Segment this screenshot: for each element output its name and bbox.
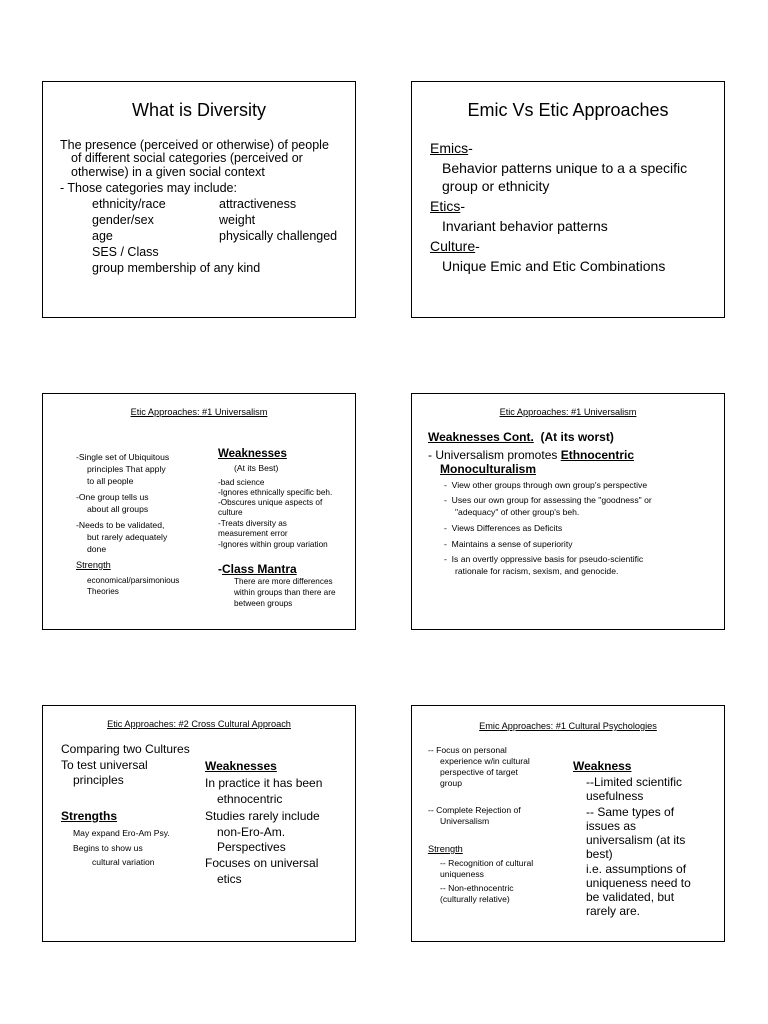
text-line: rarely are. [586, 904, 641, 918]
list-item: weight [219, 213, 256, 227]
term-etics: Etics- [430, 198, 466, 214]
list-item: to all people [87, 476, 134, 486]
list-item: culture [218, 508, 243, 517]
list-item: but rarely adequately [87, 532, 168, 542]
text-line: otherwise) in a given social context [71, 165, 265, 179]
text-line: Theories [87, 587, 119, 596]
text-line: Universalism [440, 816, 490, 826]
text-line: -- Focus on personal [428, 745, 507, 755]
list-item: group membership of any kind [92, 261, 261, 275]
slide-universalism-2 [411, 393, 725, 630]
text-line: issues as [586, 819, 637, 833]
text-line: of different social categories (perceived or [71, 151, 303, 165]
text-line: between groups [234, 599, 293, 608]
text-line: i.e. assumptions of [586, 862, 687, 876]
slide-what-is-diversity [42, 81, 356, 318]
term-emics: Emics- [430, 140, 473, 156]
text-line: within groups than there are [234, 588, 336, 597]
list-item: -Ignores within group variation [218, 540, 328, 549]
list-item: -Single set of Ubiquitous [76, 452, 170, 462]
text-line: uniqueness need to [586, 876, 691, 890]
text-line: principles [73, 773, 124, 787]
text-line: - Universalism promotes Ethnocentric [428, 448, 635, 462]
list-item: principles That apply [87, 464, 166, 474]
list-item: physically challenged [219, 229, 338, 243]
text-line: Perspectives [217, 840, 286, 854]
slide-header: Etic Approaches: #1 Universalism [499, 407, 637, 417]
list-item: -bad science [218, 478, 265, 487]
list-item: -Treats diversity as [218, 519, 287, 528]
weaknesses-sub: (At its Best) [234, 463, 279, 473]
bullet-item: - Uses our own group for assessing the "goodness" or [444, 495, 652, 505]
bullet-item: "adequacy" of other group's beh. [455, 507, 580, 517]
text-line: best) [586, 847, 613, 861]
list-item: ethnicity/race [92, 197, 166, 211]
text-line: There are more differences [234, 577, 333, 586]
slide-header: Etic Approaches: #2 Cross Cultural Approach [107, 719, 291, 729]
text-line: To test universal [61, 758, 148, 772]
list-item: -Obscures unique aspects of [218, 498, 323, 507]
bullet-item: - Maintains a sense of superiority [444, 539, 573, 549]
strength-label: Strength [76, 560, 111, 570]
text-line: ethnocentric [217, 792, 283, 806]
text-line: universalism (at its [586, 833, 686, 847]
list-item: done [87, 544, 107, 554]
text-line: Begins to show us [73, 843, 143, 853]
term-culture: Culture- [430, 238, 480, 254]
class-mantra-heading: -Class Mantra [218, 562, 297, 576]
slide-cross-cultural [42, 705, 356, 942]
definition: group or ethnicity [442, 178, 550, 194]
text-line: -- Non-ethnocentric [440, 883, 514, 893]
list-item: age [92, 229, 113, 243]
text-line: etics [217, 872, 242, 886]
definition: Unique Emic and Etic Combinations [442, 258, 666, 274]
text-line: Comparing two Cultures [61, 742, 190, 756]
bullet-item: - View other groups through own group's perspective [444, 480, 648, 490]
list-item: SES / Class [92, 245, 159, 259]
text-line: perspective of target [440, 767, 518, 777]
text-line: (culturally relative) [440, 894, 510, 904]
list-item: -One group tells us [76, 492, 149, 502]
list-item: gender/sex [92, 213, 154, 227]
list-item: -Needs to be validated, [76, 520, 165, 530]
definition: Behavior patterns unique to a a specific [442, 160, 688, 176]
slide-universalism-1 [42, 393, 356, 630]
weaknesses-heading: Weaknesses [205, 759, 277, 773]
bullet-item: - Views Differences as Deficits [444, 523, 563, 533]
slide-title: What is Diversity [131, 100, 266, 120]
weakness-heading: Weakness [573, 759, 632, 773]
list-item: about all groups [87, 504, 149, 514]
text-line: --Limited scientific [586, 775, 683, 789]
text-line: - Those categories may include: [60, 181, 237, 195]
weaknesses-cont-heading: Weaknesses Cont. (At its worst) [428, 430, 614, 444]
definition: Invariant behavior patterns [442, 218, 608, 234]
text-line: cultural variation [92, 857, 155, 867]
text-line: Focuses on universal [205, 856, 319, 870]
text-line: experience w/in cultural [440, 756, 530, 766]
text-line: Studies rarely include [205, 809, 320, 823]
bullet-item: rationale for racism, sexism, and genocide. [455, 566, 619, 576]
text-line: -- Recognition of cultural [440, 858, 534, 868]
text-line: May expand Ero-Am Psy. [73, 828, 170, 838]
text-line: uniqueness [440, 869, 484, 879]
text-line: The presence (perceived or otherwise) of people [60, 138, 329, 152]
weaknesses-heading: Weaknesses [218, 448, 287, 460]
strength-label: Strength [428, 844, 463, 854]
list-item: measurement error [218, 529, 288, 538]
text-line: Monoculturalism [440, 462, 537, 476]
text-line: economical/parsimonious [87, 576, 180, 585]
text-line: usefulness [586, 789, 644, 803]
strengths-heading: Strengths [61, 809, 118, 823]
slide-cultural-psychologies [411, 705, 725, 942]
text-line: be validated, but [586, 890, 675, 904]
bullet-item: - Is an overtly oppressive basis for pseudo-scientific [444, 554, 644, 564]
slide-emic-vs-etic [411, 81, 725, 318]
text-line: In practice it has been [205, 776, 323, 790]
slide-title: Emic Vs Etic Approaches [467, 100, 669, 120]
slide-header: Emic Approaches: #1 Cultural Psychologies [479, 721, 657, 731]
list-item: -Ignores ethnically specific beh. [218, 488, 333, 497]
slide-header: Etic Approaches: #1 Universalism [130, 407, 268, 417]
text-line: non-Ero-Am. [217, 825, 286, 839]
text-line: -- Same types of [586, 805, 675, 819]
text-line: -- Complete Rejection of [428, 805, 521, 815]
text-line: group [440, 778, 462, 788]
list-item: attractiveness [219, 197, 297, 211]
